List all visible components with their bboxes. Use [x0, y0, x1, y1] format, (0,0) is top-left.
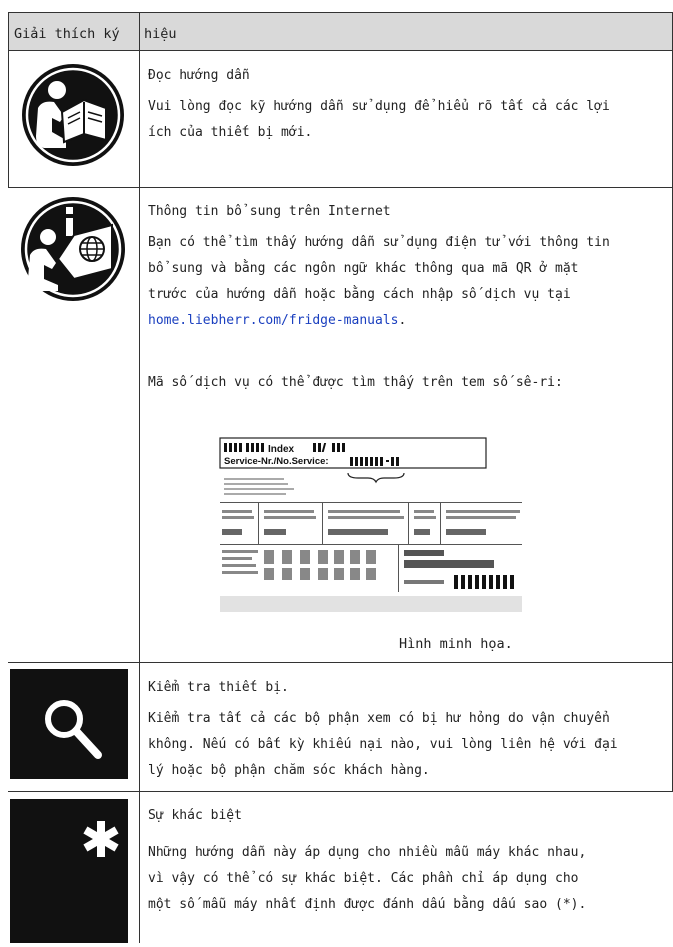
- row-body: [148, 706, 618, 784]
- row-body: [148, 94, 610, 146]
- row-title: Thông tin bổ sung trên Internet: [148, 204, 391, 219]
- label-service: Service-Nr./No.Service:: [224, 456, 329, 467]
- row-line: lý hoặc bộ phận chăm sóc khách hàng.: [148, 763, 430, 778]
- row-line: không. Nếu có bất kỳ khiếu nại nào, vui lòng liên hệ với đại: [148, 737, 618, 752]
- service-note: Mã số dịch vụ có thể được tìm thấy trên tem số sê-ri:: [148, 375, 563, 390]
- link-suffix: .: [398, 313, 407, 328]
- asterisk-icon: [10, 799, 128, 943]
- row-line: trước của hướng dẫn hoặc bằng cách nhập số dịch vụ tại: [148, 287, 571, 302]
- serial-label-illustration: [218, 436, 522, 612]
- row-line: Kiểm tra tất cả các bộ phận xem có bị hư hỏng do vận chuyển: [148, 711, 610, 726]
- info-internet-icon: [8, 193, 139, 305]
- row-icon-cell: [8, 60, 139, 170]
- row-title: Đọc hướng dẫn: [148, 68, 250, 83]
- row-title: Sự khác biệt: [148, 808, 242, 823]
- magnifier-icon: [10, 669, 128, 779]
- header-col2: hiệu: [144, 26, 177, 42]
- column-divider: [139, 12, 140, 943]
- row-line: một số mẫu máy nhất định được đánh dấu bằng dấu sao (*).: [148, 897, 587, 912]
- row-line: Bạn có thể tìm thấy hướng dẫn sử dụng điện tử với thông tin: [148, 235, 610, 250]
- row-icon-cell: [8, 193, 139, 305]
- row-body: [148, 230, 610, 334]
- row-title: Kiểm tra thiết bị.: [148, 680, 289, 695]
- row-line: bổ sung và bằng các ngôn ngữ khác thông qua mã QR ở mặt: [148, 261, 579, 276]
- row-line: Vui lòng đọc kỹ hướng dẫn sử dụng để hiểu rõ tất cả các lợi: [148, 99, 610, 114]
- row-line: vì vậy có thể có sự khác biệt. Các phần chỉ áp dụng cho: [148, 871, 579, 886]
- row-line: ích của thiết bị mới.: [148, 125, 313, 140]
- row-line: Những hướng dẫn này áp dụng cho nhiều mẫu máy khác nhau,: [148, 845, 587, 860]
- header-col1: Giải thích ký: [14, 26, 120, 42]
- read-manual-icon: [8, 60, 139, 170]
- label-index: Index: [268, 444, 295, 455]
- manuals-link[interactable]: home.liebherr.com/fridge-manuals: [148, 313, 399, 328]
- figure-caption: Hình minh họa.: [399, 636, 513, 652]
- row-body: [148, 840, 586, 918]
